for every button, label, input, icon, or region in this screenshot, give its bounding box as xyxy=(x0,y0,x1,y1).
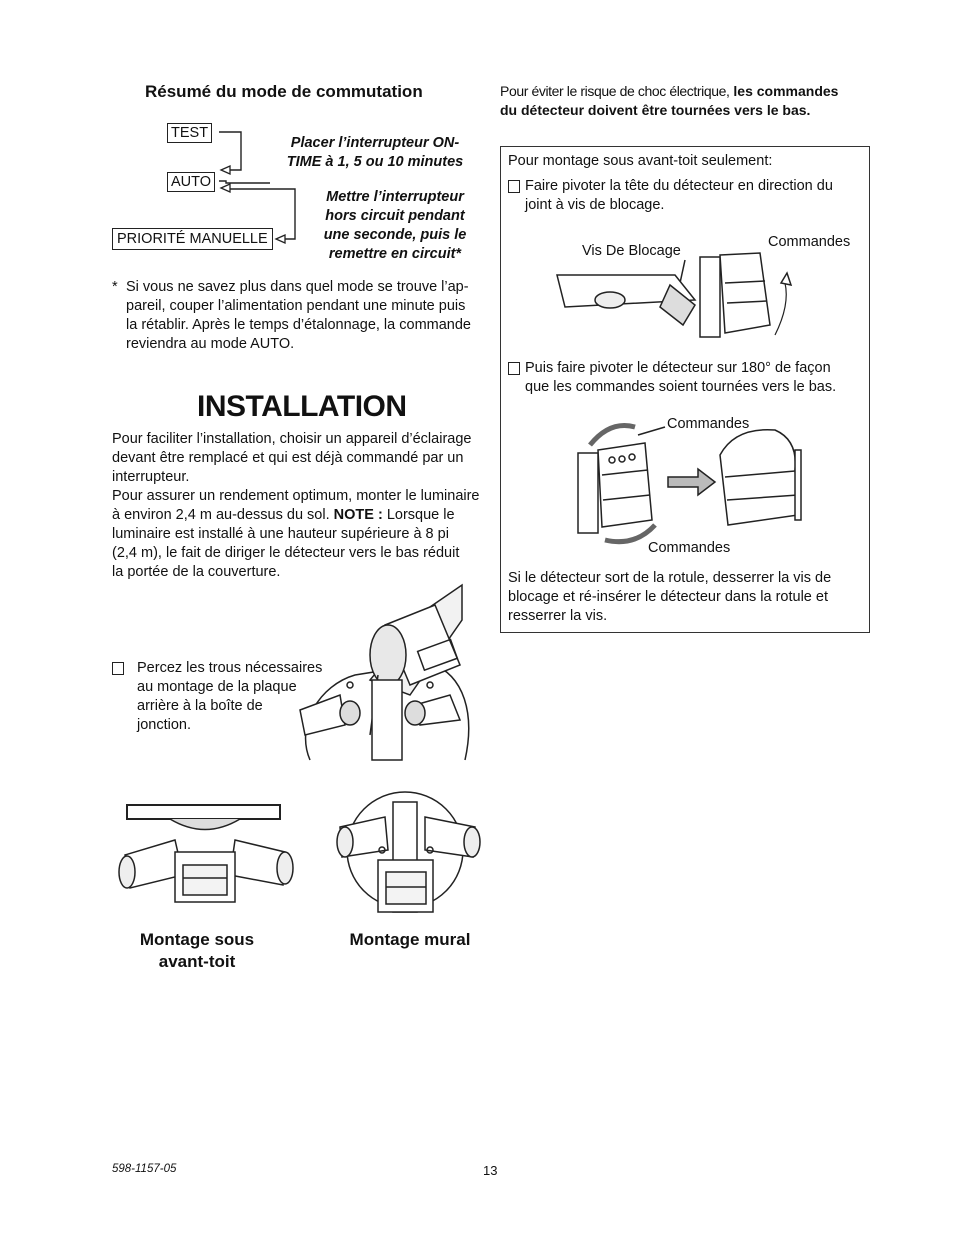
warning-text: Pour éviter le risque de choc électrique, les commandes du détecteur doivent être tournées vers le bas. xyxy=(500,83,839,118)
summary-heading: Résumé du mode de commutation xyxy=(145,82,423,101)
caption-eave: Montage sous avant-toit xyxy=(139,930,255,971)
mode-box-test: TEST xyxy=(167,123,212,143)
head-pivot-illustration xyxy=(555,245,805,345)
checkbox-icon xyxy=(508,362,520,375)
label-lock-screw: Vis De Blocage xyxy=(582,243,681,259)
mode-note-reset: Mettre l’interrupteur hors circuit pendant une seconde, puis le remettre en circuit* xyxy=(323,189,467,262)
closing-text: Si le détecteur sort de la rotule, desserrer la vis de blocage et ré-insérer le détecteur dans la rotule et resserrer la vis. xyxy=(508,570,832,624)
footnote-text: Si vous ne savez plus dans quel mode se trouve l’ap- pareil, couper l’alimentation pendant une minute puis la rétablir. Après le temps d’étalonnage, la commande reviendra au mode AUTO. xyxy=(126,279,471,352)
mode-note-ontime: Placer l’interrupteur ON- TIME à 1, 5 ou 10 minutes xyxy=(286,135,464,170)
wall-mount-illustration xyxy=(330,792,500,922)
doc-number: 598-1157-05 xyxy=(112,1163,177,1175)
mode-box-override: PRIORITÉ MANUELLE xyxy=(112,228,273,250)
installation-para1: Pour faciliter l’installation, choisir un appareil d’éclairage devant être remplacé et qui est déjà commandé par un interrupteur. xyxy=(112,431,472,485)
checkbox-icon xyxy=(112,662,124,675)
step-rotate-180: Puis faire pivoter le détecteur sur 180° de façon que les commandes soient tournées vers le bas. xyxy=(508,359,862,397)
footnote-mark: * xyxy=(112,279,118,295)
box-intro: Pour montage sous avant-toit seulement: xyxy=(508,153,773,169)
label-controls-1: Commandes xyxy=(768,234,851,250)
rotate-180-illustration xyxy=(570,415,810,545)
step-rotate-head: Faire pivoter la tête du détecteur en direction du joint à vis de blocage. xyxy=(508,177,862,215)
checkbox-icon xyxy=(508,180,520,193)
mode-box-auto: AUTO xyxy=(167,172,215,192)
note-label: NOTE : xyxy=(333,507,383,523)
drill-illustration xyxy=(290,585,490,775)
drill-step: Percez les trous nécessaires au montage de la plaque arrière à la boîte de jonction. xyxy=(112,659,342,735)
page-number: 13 xyxy=(483,1163,498,1178)
installation-title: INSTALLATION xyxy=(197,390,407,423)
label-controls-2: Commandes xyxy=(667,416,750,432)
caption-wall: Montage mural xyxy=(349,930,471,949)
installation-para2: Pour assurer un rendement optimum, monter le luminaire à environ 2,4 m au-dessus du sol. NOTE : Lorsque le luminaire est installé à une hauteur supérieure à 8 pi (2,4 m), le fait de diriger le détecteur vers le bas réduit la portée de la couverture. xyxy=(112,488,480,580)
eave-mount-illustration xyxy=(115,800,305,910)
label-controls-3: Commandes xyxy=(648,540,731,556)
